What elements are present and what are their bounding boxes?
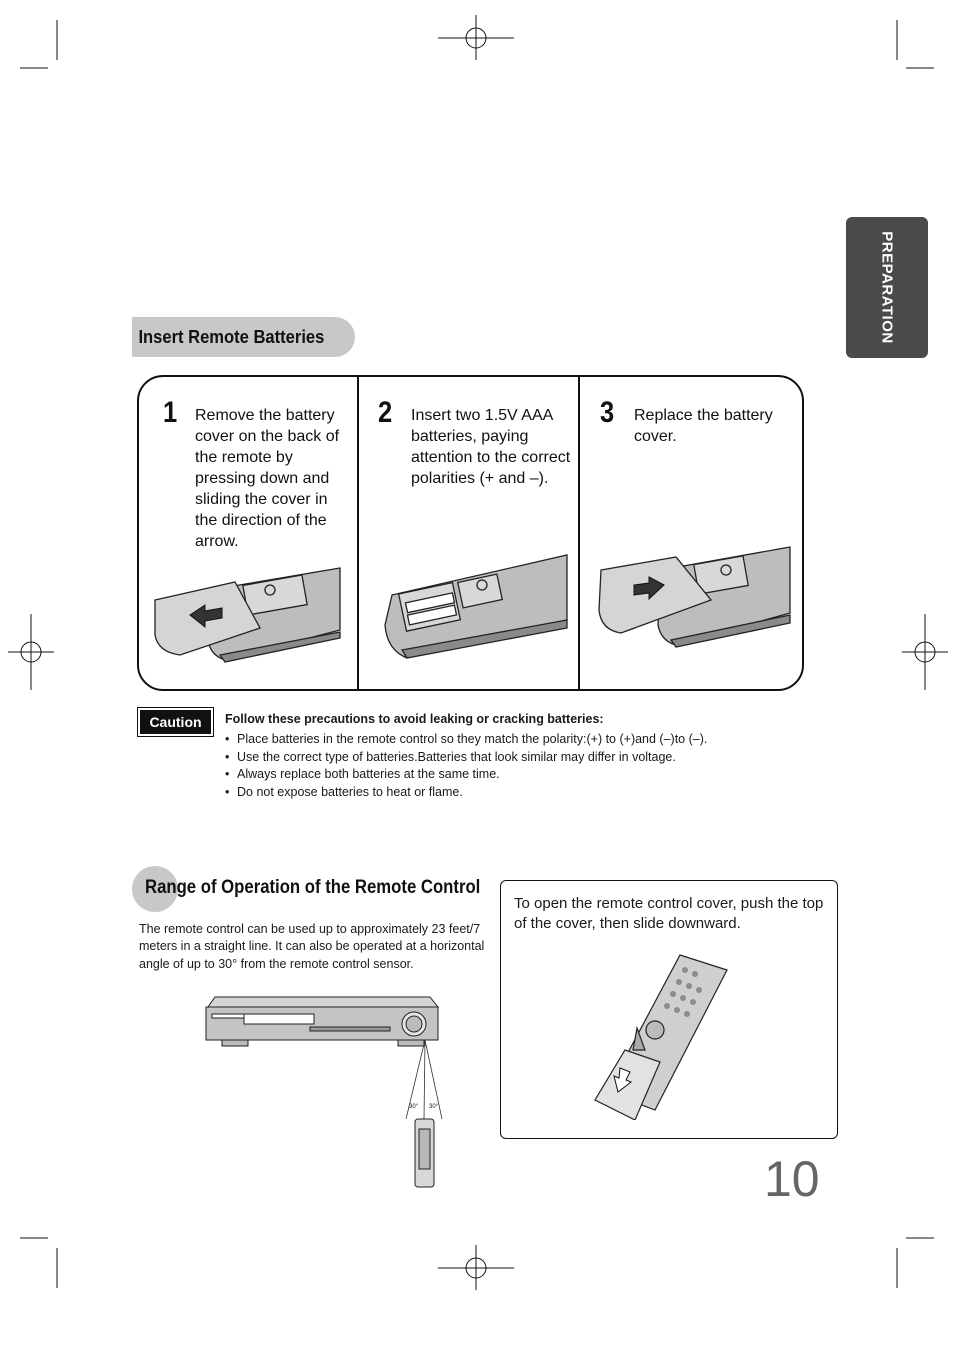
insert-batteries-header bbox=[132, 317, 355, 357]
angle-left-label: 30° bbox=[409, 1104, 419, 1110]
step-1-text: Remove the battery cover on the back of the remote by pressing down and sliding the cover in the direction of the arrow. bbox=[195, 407, 340, 550]
range-body-text: The remote control can be used up to approximately 23 feet/7 meters in a straight line. It can also be operated at a horizontal angle of up to 30° from the remote control sensor. bbox=[139, 922, 485, 971]
caution-title: Follow these precautions to avoid leaking or cracking batteries: bbox=[225, 712, 604, 726]
range-section-title: Range of Operation of the Remote Control bbox=[145, 877, 481, 898]
page-number: 10 bbox=[764, 1151, 820, 1207]
remote-front-view bbox=[415, 1119, 434, 1187]
caution-badge bbox=[137, 707, 214, 737]
range-illustration bbox=[200, 994, 445, 1189]
registration-mark bbox=[438, 15, 514, 60]
caution-item: • Always replace both batteries at the same time. bbox=[225, 766, 707, 784]
step-2-text: Insert two 1.5V AAA batteries, paying attention to the correct polarities (+ and –). bbox=[411, 407, 571, 487]
step-2-illustration bbox=[382, 550, 570, 660]
step-1-illustration bbox=[150, 560, 345, 665]
remote-cover-illustration bbox=[585, 950, 735, 1120]
insert-batteries-title: Insert Remote Batteries bbox=[138, 326, 325, 347]
caution-item: • Use the correct type of batteries.Batteries that look similar may differ in voltage. bbox=[225, 749, 707, 767]
step-3-illustration bbox=[596, 545, 792, 655]
step-1-number: 1 bbox=[163, 396, 178, 429]
step-3-text: Replace the battery cover. bbox=[634, 407, 773, 445]
step-3-number: 3 bbox=[600, 396, 615, 429]
angle-right-label: 30° bbox=[429, 1104, 439, 1110]
caution-list bbox=[225, 731, 707, 801]
caution-item: • Do not expose batteries to heat or flame. bbox=[225, 784, 707, 802]
caution-badge-label: Caution bbox=[140, 710, 211, 734]
side-tab-label: PREPARATION bbox=[878, 231, 896, 344]
step-divider bbox=[578, 375, 580, 691]
side-tab bbox=[846, 217, 928, 358]
cover-instruction-text: To open the remote control cover, push the top of the cover, then slide downward. bbox=[514, 895, 824, 932]
step-2-number: 2 bbox=[378, 396, 393, 429]
step-divider bbox=[357, 375, 359, 691]
caution-item: • Place batteries in the remote control so they match the polarity:(+) to (+)and (–)to (–). bbox=[225, 731, 707, 749]
